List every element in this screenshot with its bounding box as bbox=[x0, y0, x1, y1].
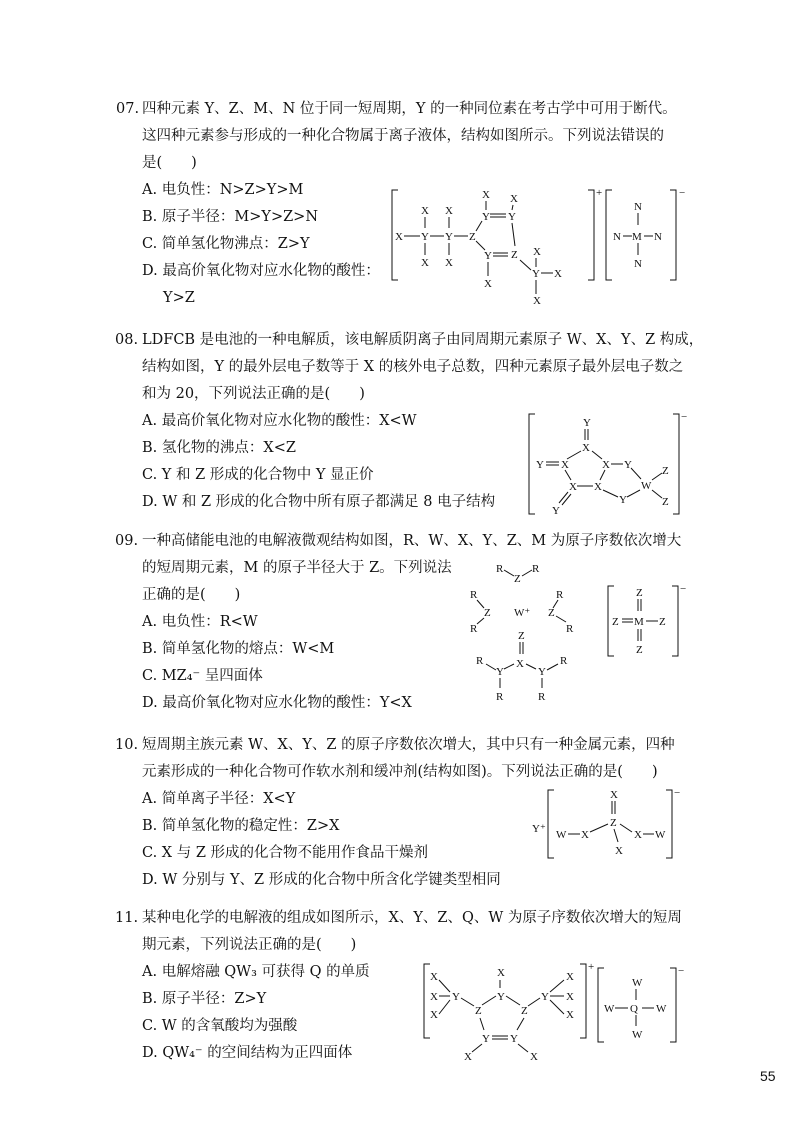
atom: R bbox=[496, 691, 504, 703]
atom: Z bbox=[636, 587, 643, 599]
option-d-continued: Y>Z bbox=[163, 290, 195, 306]
question-number: 07. bbox=[116, 101, 140, 117]
option-d: D. W 和 Z 形成的化合物中所有原子都满足 8 电子结构 bbox=[142, 494, 496, 510]
atom: X bbox=[530, 1051, 538, 1063]
question-stem-line: 是( ) bbox=[142, 155, 197, 171]
atom: Y bbox=[508, 211, 516, 223]
atom: X bbox=[395, 231, 403, 243]
atom: W bbox=[632, 977, 643, 989]
question-stem-line: 期元素，下列说法正确的是( ) bbox=[142, 937, 357, 953]
atom: Y bbox=[497, 991, 505, 1003]
atom: N bbox=[654, 231, 662, 243]
atom: R bbox=[556, 589, 564, 601]
atom: Z bbox=[475, 1005, 482, 1017]
atom: Y bbox=[421, 231, 429, 243]
atom: X bbox=[430, 971, 438, 983]
option-b: B. 氢化物的沸点：X<Z bbox=[142, 440, 296, 456]
option-c: C. W 的含氧酸均为强酸 bbox=[142, 1018, 298, 1034]
structure-diagram-10 bbox=[530, 782, 690, 862]
atom: R bbox=[470, 589, 478, 601]
atom: Z bbox=[662, 465, 669, 477]
option-b: B. 原子半径：Z>Y bbox=[142, 991, 267, 1007]
option-b: B. 简单氢化物的熔点：W<M bbox=[142, 641, 335, 657]
atom: N bbox=[634, 258, 642, 270]
atom: R bbox=[560, 655, 568, 667]
atom: Y bbox=[445, 231, 453, 243]
option-a: A. 电解熔融 QW₃ 可获得 Q 的单质 bbox=[142, 964, 370, 980]
atom: Z bbox=[659, 616, 666, 628]
atom: X bbox=[566, 991, 574, 1003]
atom: Z bbox=[610, 817, 617, 829]
charge-plus: + bbox=[596, 187, 603, 199]
atom: N bbox=[613, 231, 621, 243]
atom: Z bbox=[469, 231, 476, 243]
charge-minus: − bbox=[680, 583, 687, 595]
atom: X bbox=[445, 205, 453, 217]
atom: Y bbox=[552, 505, 560, 517]
question-stem-line: LDFCB 是电池的一种电解质，该电解质阴离子由同周期元素原子 W、X、Y、Z 构成， bbox=[142, 332, 704, 348]
atom: R bbox=[496, 563, 504, 575]
atom: W bbox=[604, 1003, 615, 1015]
atom: Z bbox=[521, 1005, 528, 1017]
atom: W bbox=[632, 1029, 643, 1041]
atom: Y bbox=[541, 991, 549, 1003]
structure-diagram-11 bbox=[420, 958, 690, 1064]
atom: X bbox=[497, 967, 505, 979]
atom: Z bbox=[662, 496, 669, 508]
option-d: D. QW₄⁻ 的空间结构为正四面体 bbox=[142, 1045, 353, 1061]
atom: X bbox=[430, 991, 438, 1003]
atom: W bbox=[655, 829, 666, 841]
atom: X bbox=[421, 205, 429, 217]
atom: W bbox=[656, 1003, 667, 1015]
atom: R bbox=[470, 623, 478, 635]
atom: Z bbox=[514, 573, 521, 585]
question-stem-line: 一种高储能电池的电解液微观结构如图，R、W、X、Y、Z、M 为原子序数依次增大 bbox=[142, 533, 682, 549]
atom: X bbox=[533, 295, 541, 307]
atom: Y bbox=[452, 991, 460, 1003]
atom: X bbox=[634, 829, 642, 841]
question-stem-line: 短周期主族元素 W、X、Y、Z 的原子序数依次增大，其中只有一种金属元素，四种 bbox=[142, 737, 675, 753]
question-number: 10. bbox=[115, 737, 139, 753]
atom: N bbox=[634, 201, 642, 213]
atom: Z bbox=[518, 630, 525, 642]
atom: Y bbox=[510, 1033, 518, 1045]
atom: Y bbox=[538, 666, 546, 678]
atom: X bbox=[561, 459, 569, 471]
atom: Z bbox=[511, 249, 518, 261]
atom: Y bbox=[536, 459, 544, 471]
atom: X bbox=[602, 459, 610, 471]
question-stem-line: 元素形成的一种化合物可作软水剂和缓冲剂(结构如图)。下列说法正确的是( ) bbox=[142, 764, 658, 780]
atom: R bbox=[476, 655, 484, 667]
atom: X bbox=[464, 1051, 472, 1063]
atom: Y bbox=[484, 250, 492, 262]
structure-diagram-07 bbox=[390, 182, 690, 308]
atom: X bbox=[421, 257, 429, 269]
option-d: D. 最高价氧化物对应水化物的酸性： bbox=[142, 263, 380, 279]
option-c: C. X 与 Z 形成的化合物不能用作食品干燥剂 bbox=[142, 845, 429, 861]
structure-diagram-09 bbox=[466, 560, 696, 710]
option-d: D. W 分别与 Y、Z 形成的化合物中所含化学键类型相同 bbox=[142, 872, 501, 888]
option-b: B. 简单氢化物的稳定性：Z>X bbox=[142, 818, 340, 834]
atom: X bbox=[566, 1009, 574, 1021]
atom: X bbox=[610, 789, 618, 801]
option-c: C. Y 和 Z 形成的化合物中 Y 显正价 bbox=[142, 467, 374, 483]
atom: X bbox=[615, 845, 623, 857]
atom: Z bbox=[548, 607, 555, 619]
question-stem-line: 结构如图，Y 的最外层电子数等于 X 的核外电子总数，四种元素原子最外层电子数之 bbox=[142, 359, 684, 375]
page-number: 55 bbox=[760, 1068, 776, 1084]
charge-minus: − bbox=[679, 187, 686, 199]
question-stem-line: 和为 20，下列说法正确的是( ) bbox=[142, 386, 365, 402]
atom: X bbox=[516, 658, 524, 670]
atom: X bbox=[484, 278, 492, 290]
atom: W⁺ bbox=[514, 607, 531, 619]
question-number: 09. bbox=[115, 533, 139, 549]
atom: R bbox=[538, 691, 546, 703]
atom: M bbox=[634, 616, 644, 628]
atom: X bbox=[582, 442, 590, 454]
question-stem-line: 正确的是( ) bbox=[142, 587, 241, 603]
atom: X bbox=[569, 481, 577, 493]
atom: X bbox=[554, 268, 562, 280]
atom: Y bbox=[532, 268, 540, 280]
option-b: B. 原子半径：M>Y>Z>N bbox=[142, 209, 319, 225]
atom: Y bbox=[624, 459, 632, 471]
question-stem-line: 的短周期元素，M 的原子半径大于 Z。下列说法 bbox=[142, 560, 452, 576]
atom: X bbox=[533, 246, 541, 258]
charge-plus: + bbox=[588, 961, 595, 973]
atom: Z bbox=[636, 644, 643, 656]
charge-minus: − bbox=[681, 411, 688, 423]
atom: Y bbox=[619, 494, 627, 506]
atom: X bbox=[482, 189, 490, 201]
atom: W bbox=[641, 480, 652, 492]
option-c: C. MZ₄⁻ 呈四面体 bbox=[142, 668, 263, 684]
question-number: 11. bbox=[115, 910, 139, 926]
atom: Y bbox=[496, 666, 504, 678]
atom: Y bbox=[482, 211, 490, 223]
option-c: C. 简单氢化物沸点：Z>Y bbox=[142, 236, 310, 252]
atom: X bbox=[430, 1009, 438, 1021]
atom: Z bbox=[484, 607, 491, 619]
charge-minus: − bbox=[678, 965, 685, 977]
atom: Z bbox=[612, 616, 619, 628]
structure-diagram-08 bbox=[525, 410, 695, 518]
atom: R bbox=[566, 623, 574, 635]
atom: X bbox=[581, 829, 589, 841]
atom: X bbox=[445, 257, 453, 269]
atom: M bbox=[632, 231, 642, 243]
atom: Y bbox=[583, 417, 591, 429]
option-a: A. 最高价氧化物对应水化物的酸性：X<W bbox=[142, 413, 417, 429]
option-a: A. 电负性：R<W bbox=[142, 614, 258, 630]
option-d: D. 最高价氧化物对应水化物的酸性：Y<X bbox=[142, 695, 412, 711]
question-stem-line: 这四种元素参与形成的一种化合物属于离子液体，结构如图所示。下列说法错误的 bbox=[142, 128, 664, 144]
atom: X bbox=[566, 971, 574, 983]
atom: X bbox=[510, 193, 518, 205]
atom: W bbox=[556, 829, 567, 841]
option-a: A. 简单离子半径：X<Y bbox=[142, 791, 296, 807]
atom: Y⁺ bbox=[532, 823, 546, 835]
atom: X bbox=[594, 481, 602, 493]
question-stem-line: 某种电化学的电解液的组成如图所示，X、Y、Z、Q、W 为原子序数依次增大的短周 bbox=[142, 910, 682, 926]
atom: Q bbox=[630, 1003, 638, 1015]
atom: Y bbox=[482, 1033, 490, 1045]
charge-minus: − bbox=[674, 787, 681, 799]
option-a: A. 电负性：N>Z>Y>M bbox=[142, 182, 304, 198]
atom: R bbox=[532, 563, 540, 575]
question-stem-line: 四种元素 Y、Z、M、N 位于同一短周期，Y 的一种同位素在考古学中可用于断代。 bbox=[142, 101, 677, 117]
question-number: 08. bbox=[115, 332, 139, 348]
